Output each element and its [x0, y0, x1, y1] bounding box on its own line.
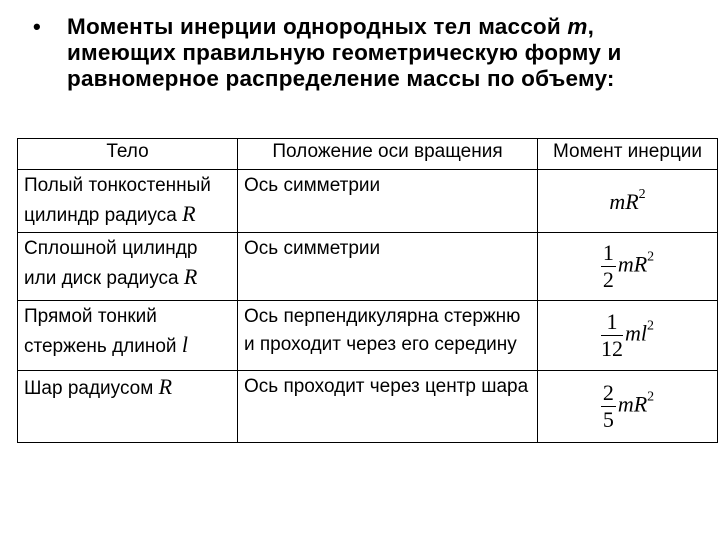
inertia-table [17, 138, 718, 443]
formula-expr: mR [617, 391, 648, 417]
formula-exponent: 2 [647, 389, 655, 405]
header-axis: Положение оси вращения [238, 139, 538, 170]
fraction-numerator: 1 [601, 309, 623, 336]
formula-exponent: 2 [647, 249, 655, 265]
intro-bullet [33, 14, 693, 92]
formula-fraction [601, 240, 616, 293]
formula-expr: ml [625, 320, 647, 346]
body-variable: R [182, 201, 196, 226]
table-row [18, 301, 718, 371]
body-text: Сплошной цилиндр или диск радиуса [24, 238, 198, 289]
table-row [18, 233, 718, 301]
body-cell [18, 371, 238, 443]
body-variable: R [183, 264, 198, 289]
intro-part1: Моменты инерции однородных тел массой [67, 14, 568, 39]
axis-cell: Ось перпендикулярна стержню и проходит через его середину [238, 301, 538, 371]
formula-cell [538, 371, 718, 443]
body-cell [18, 233, 238, 301]
axis-cell: Ось симметрии [238, 170, 538, 233]
formula-cell [538, 301, 718, 371]
formula-cell [538, 170, 718, 233]
formula-expr: mR [609, 189, 639, 214]
body-variable: R [158, 374, 173, 399]
body-text: Полый тонкостенный цилиндр радиуса [24, 175, 211, 226]
body-text: Шар радиусом [24, 378, 159, 399]
fraction-denominator: 5 [602, 407, 614, 432]
intro-part2: , имеющих правильную геометрическую форму и равномерное распределение массы по объему: [67, 14, 622, 91]
fraction-numerator: 2 [602, 380, 614, 405]
header-body: Тело [18, 139, 238, 170]
body-text: Прямой тонкий стержень длиной [24, 306, 182, 357]
fraction-numerator: 1 [602, 240, 614, 265]
formula-cell [538, 233, 718, 301]
mass-symbol: m [567, 14, 588, 39]
body-variable: l [181, 332, 188, 357]
axis-cell: Ось проходит через центр шара [238, 371, 538, 443]
axis-cell: Ось симметрии [238, 233, 538, 301]
bullet-icon: • [33, 14, 41, 39]
formula-expr: mR [617, 251, 648, 277]
table-header-row [18, 139, 718, 170]
formula-fraction [601, 309, 623, 362]
formula-fraction [601, 380, 616, 433]
body-cell [18, 170, 238, 233]
table-row [18, 170, 718, 233]
intro-text [67, 14, 693, 92]
header-moment: Момент инерции [538, 139, 718, 170]
fraction-denominator: 12 [601, 336, 623, 361]
formula-exponent: 2 [647, 318, 654, 334]
formula-exponent: 2 [638, 187, 646, 202]
fraction-denominator: 2 [602, 267, 614, 292]
table-row [18, 371, 718, 443]
body-cell [18, 301, 238, 371]
